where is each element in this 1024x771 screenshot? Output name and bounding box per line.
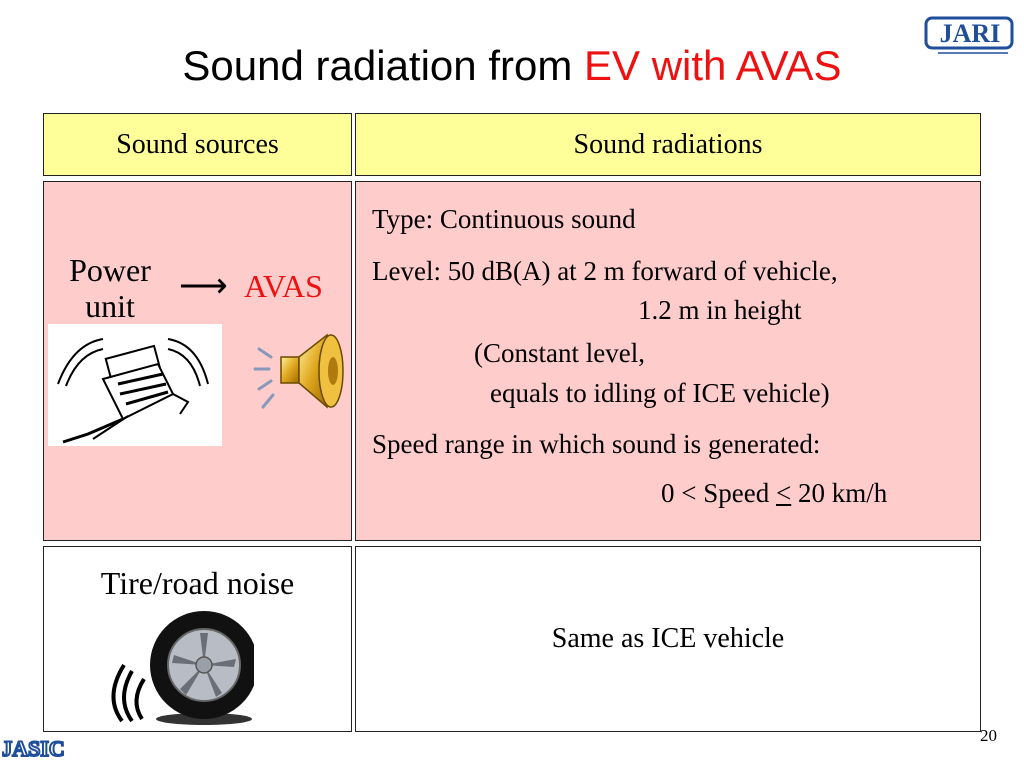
avas-label: AVAS (244, 268, 323, 304)
jari-logo (918, 10, 1018, 58)
jasic-logo-text: JASIC (2, 736, 64, 761)
speed-expr-a: 0 < Speed (661, 478, 776, 508)
row2-source-cell (43, 546, 352, 732)
title-highlight: EV with AVAS (584, 42, 842, 89)
jasic-logo (2, 722, 64, 766)
speed-line1: Speed range in which sound is generated: (372, 429, 821, 459)
header-sound-radiations: Sound radiations (355, 113, 981, 176)
row2-radiation-cell (355, 546, 981, 732)
page-number: 20 (980, 726, 997, 745)
row1-radiation-cell (355, 181, 981, 541)
type-line: Type: Continuous sound (372, 204, 636, 234)
power-unit-label (60, 252, 160, 324)
power-unit-line2: unit (85, 288, 135, 324)
level-line1: Level: 50 dB(A) at 2 m forward of vehicle, (372, 256, 838, 286)
title-prefix: Sound radiation from (182, 42, 584, 89)
level-line2: 1.2 m in height (638, 295, 802, 325)
speaker-icon (249, 327, 349, 417)
sound-wave-icon (113, 665, 144, 721)
level-line3: (Constant level, (474, 338, 645, 368)
power-unit-engine-icon (48, 324, 222, 446)
speed-range-expression (661, 478, 887, 509)
jari-logo-text: JARI (939, 19, 1001, 48)
level-line4: equals to idling of ICE vehicle) (490, 378, 830, 408)
slide-title (0, 42, 1024, 90)
same-as-ice-text: Same as ICE vehicle (551, 623, 785, 654)
tire-road-noise-label: Tire/road noise (100, 565, 295, 601)
speed-expr-le: < (775, 478, 792, 508)
tire-icon (104, 609, 254, 727)
power-unit-line1: Power (69, 252, 151, 288)
header-sound-sources: Sound sources (43, 113, 352, 176)
speed-expr-c: 20 km/h (791, 478, 888, 508)
arrow-icon: ⟶ (179, 268, 228, 305)
row1-source-cell (43, 181, 352, 541)
